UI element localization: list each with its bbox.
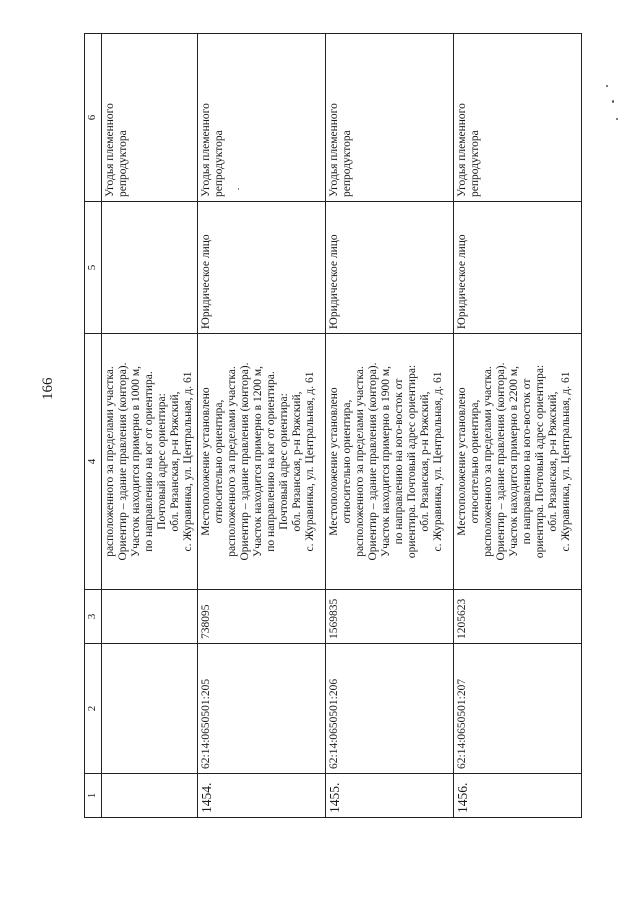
location-line: с. Журавинка, ул. Центральная, д. 61 (304, 371, 316, 552)
row-number: 1456. (454, 774, 582, 818)
land-type: Угодья племенного репродуктора (102, 34, 198, 202)
location-line: расположенного за пределами участка. (482, 366, 494, 557)
location-line: Местоположение установлено (456, 387, 468, 536)
location-line: ориентира. Почтовый адрес ориентира: (534, 364, 546, 559)
row-number (102, 774, 198, 818)
owner-type (102, 202, 198, 334)
location-line: с. Журавинка, ул. Центральная, д. 61 (432, 371, 444, 552)
table-row (326, 34, 454, 818)
scan-speck (238, 188, 239, 190)
location-line: Ориентир – здание правления (контора). (117, 362, 129, 561)
location-line: Местоположение установлено (328, 387, 340, 536)
location-line: с. Журавинка, ул. Центральная, д. 61 (560, 371, 572, 552)
location-line: по направлению на юго-восток от (521, 378, 533, 545)
land-type: Угодья племенного репродуктора (326, 34, 454, 202)
area-value: 738095 (198, 590, 326, 644)
cadastral-number: 62:14:0650501:207 (454, 644, 582, 774)
row-number: 1455. (326, 774, 454, 818)
area-value: 1205623 (454, 590, 582, 644)
location-line: обл. Рязанская, р-н Ряжский, (291, 391, 303, 532)
location-line: с. Журавинка, ул. Центральная, д. 61 (182, 371, 194, 552)
cadastral-number: 62:14:0650501:205 (198, 644, 326, 774)
table-row (454, 34, 582, 818)
owner-type: Юридическое лицо (198, 202, 326, 334)
scan-speck (616, 118, 618, 120)
column-header-4: 4 (85, 334, 102, 590)
location-line: Ориентир – здание правления (контора). (495, 362, 507, 561)
table-row (102, 34, 198, 818)
location-line: расположенного за пределами участка. (226, 366, 238, 557)
land-registry-table-container (84, 34, 578, 818)
scan-speck (606, 85, 608, 87)
column-header-3: 3 (85, 590, 102, 644)
row-number: 1454. (198, 774, 326, 818)
location-line: расположенного за пределами участка. (104, 366, 116, 557)
location-line: Почтовый адрес ориентира: (278, 393, 290, 530)
location-line: расположенного за пределами участка. (354, 366, 366, 557)
location-line: ориентира. Почтовый адрес ориентира: (406, 364, 418, 559)
location-line: Местоположение установлено (200, 387, 212, 536)
land-type: Угодья племенного репродуктора (198, 34, 326, 202)
cadastral-number (102, 644, 198, 774)
land-registry-table (84, 33, 582, 818)
column-header-1: 1 (85, 774, 102, 818)
location-line: Участок находится примерно в 1200 м, (252, 366, 264, 557)
column-header-6: 6 (85, 34, 102, 202)
page-number: 166 (40, 377, 56, 400)
location-description (326, 334, 454, 590)
location-line: Участок находится примерно в 2200 м, (508, 366, 520, 557)
location-line: Ориентир – здание правления (контора). (239, 362, 251, 561)
location-line: Почтовый адрес ориентира: (156, 393, 168, 530)
location-line: относительно ориентира, (469, 399, 481, 524)
owner-type: Юридическое лицо (454, 202, 582, 334)
location-description (102, 334, 198, 590)
location-line: относительно ориентира, (341, 399, 353, 524)
location-line: Участок находится примерно в 1000 м, (130, 366, 142, 557)
location-line: по направлению на юг от ориентира. (143, 371, 155, 552)
location-line: обл. Рязанская, р-н Ряжский, (547, 391, 559, 532)
column-header-2: 2 (85, 644, 102, 774)
location-line: Участок находится примерно в 1900 м, (380, 366, 392, 557)
location-description (454, 334, 582, 590)
location-line: обл. Рязанская, р-н Ряжский, (419, 391, 431, 532)
location-line: относительно ориентира, (213, 399, 225, 524)
land-type: Угодья племенного репродуктора (454, 34, 582, 202)
cadastral-number: 62:14:0650501:206 (326, 644, 454, 774)
scan-speck (612, 100, 614, 103)
table-row (198, 34, 326, 818)
location-description (198, 334, 326, 590)
area-value (102, 590, 198, 644)
owner-type: Юридическое лицо (326, 202, 454, 334)
column-header-5: 5 (85, 202, 102, 334)
location-line: по направлению на юго-восток от (393, 378, 405, 545)
location-line: обл. Рязанская, р-н Ряжский, (169, 391, 181, 532)
area-value: 1569835 (326, 590, 454, 644)
column-number-row (85, 34, 102, 818)
location-line: Ориентир – здание правления (контора). (367, 362, 379, 561)
location-line: по направлению на юг от ориентира. (265, 371, 277, 552)
